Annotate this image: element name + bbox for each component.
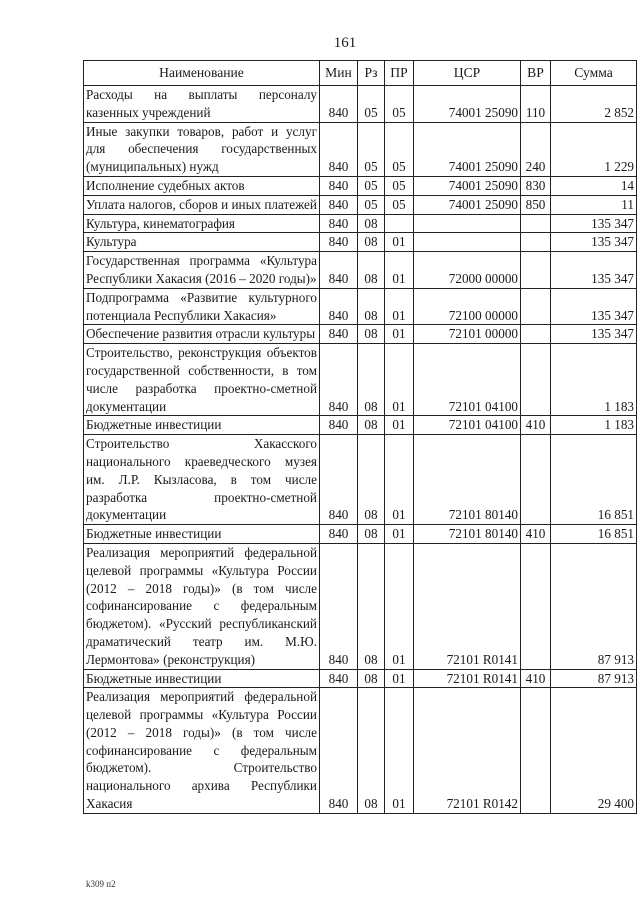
- cell-sum: 2 852: [551, 86, 637, 123]
- cell-csr: 72101 04100: [414, 416, 521, 435]
- table-row: [84, 435, 637, 525]
- cell-vr: [521, 288, 551, 325]
- cell-pr: 01: [385, 669, 414, 688]
- cell-csr: 72101 R0141: [414, 543, 521, 669]
- cell-vr: [521, 325, 551, 344]
- cell-min: 840: [320, 86, 358, 123]
- cell-sum: 1 183: [551, 416, 637, 435]
- cell-min: 840: [320, 195, 358, 214]
- header-vr: ВР: [521, 61, 551, 86]
- cell-pr: 05: [385, 86, 414, 123]
- cell-name: Бюджетные инвестиции: [84, 525, 320, 544]
- cell-rz: 08: [358, 325, 385, 344]
- cell-pr: 05: [385, 122, 414, 176]
- table-row: [84, 288, 637, 325]
- cell-name: Исполнение судебных актов: [84, 176, 320, 195]
- cell-rz: 08: [358, 435, 385, 525]
- table-row: [84, 214, 637, 233]
- cell-vr: 410: [521, 416, 551, 435]
- table-row: [84, 252, 637, 289]
- cell-rz: 05: [358, 86, 385, 123]
- cell-sum: 14: [551, 176, 637, 195]
- cell-min: 840: [320, 325, 358, 344]
- table-row: [84, 416, 637, 435]
- cell-name: Реализация мероприятий федеральной целевой программы «Культура России (2012 – 2018 годы)» (в том числе софинансирование с федеральным бюджетом). Строительство национального архива Республики Хакасия: [84, 688, 320, 814]
- cell-rz: 08: [358, 233, 385, 252]
- cell-rz: 08: [358, 214, 385, 233]
- table-row: [84, 195, 637, 214]
- cell-name: Подпрограмма «Развитие культурного потенциала Республики Хакасия»: [84, 288, 320, 325]
- cell-csr: 72101 R0142: [414, 688, 521, 814]
- cell-sum: 11: [551, 195, 637, 214]
- table-row: [84, 325, 637, 344]
- cell-min: 840: [320, 122, 358, 176]
- header-sum: Сумма: [551, 61, 637, 86]
- cell-min: 840: [320, 416, 358, 435]
- footer-code: k309 п2: [86, 879, 116, 889]
- cell-name: Культура: [84, 233, 320, 252]
- cell-csr: 74001 25090: [414, 195, 521, 214]
- cell-name: Обеспечение развития отрасли культуры: [84, 325, 320, 344]
- cell-min: 840: [320, 233, 358, 252]
- cell-sum: 16 851: [551, 435, 637, 525]
- cell-pr: 01: [385, 252, 414, 289]
- cell-vr: 240: [521, 122, 551, 176]
- cell-min: 840: [320, 344, 358, 416]
- table-row: [84, 669, 637, 688]
- header-name: Наименование: [84, 61, 320, 86]
- cell-csr: 74001 25090: [414, 176, 521, 195]
- cell-name: Культура, кинематография: [84, 214, 320, 233]
- cell-pr: 01: [385, 233, 414, 252]
- table-row: [84, 525, 637, 544]
- cell-sum: 87 913: [551, 543, 637, 669]
- cell-rz: 08: [358, 416, 385, 435]
- cell-csr: [414, 233, 521, 252]
- cell-sum: 29 400: [551, 688, 637, 814]
- cell-pr: 01: [385, 416, 414, 435]
- cell-name: Бюджетные инвестиции: [84, 669, 320, 688]
- header-rz: Рз: [358, 61, 385, 86]
- cell-pr: 01: [385, 543, 414, 669]
- cell-min: 840: [320, 176, 358, 195]
- cell-sum: 1 183: [551, 344, 637, 416]
- cell-name: Бюджетные инвестиции: [84, 416, 320, 435]
- cell-rz: 08: [358, 688, 385, 814]
- cell-sum: 135 347: [551, 288, 637, 325]
- cell-min: 840: [320, 688, 358, 814]
- cell-pr: [385, 214, 414, 233]
- cell-csr: 72101 80140: [414, 525, 521, 544]
- cell-csr: 74001 25090: [414, 86, 521, 123]
- cell-csr: 74001 25090: [414, 122, 521, 176]
- cell-vr: 410: [521, 525, 551, 544]
- cell-vr: [521, 233, 551, 252]
- table-row: [84, 122, 637, 176]
- cell-csr: 72101 80140: [414, 435, 521, 525]
- cell-sum: 87 913: [551, 669, 637, 688]
- cell-sum: 135 347: [551, 233, 637, 252]
- cell-rz: 08: [358, 288, 385, 325]
- cell-name: Реализация мероприятий федеральной целевой программы «Культура России (2012 – 2018 годы)» (в том числе софинансирование с федеральным бюджетом). «Русский республиканский драматический театр им. М.Ю. Лермонтова» (реконструкция): [84, 543, 320, 669]
- cell-csr: 72101 04100: [414, 344, 521, 416]
- cell-vr: [521, 252, 551, 289]
- cell-sum: 16 851: [551, 525, 637, 544]
- cell-rz: 08: [358, 669, 385, 688]
- cell-pr: 01: [385, 525, 414, 544]
- cell-vr: [521, 435, 551, 525]
- cell-pr: 01: [385, 288, 414, 325]
- cell-sum: 1 229: [551, 122, 637, 176]
- cell-csr: 72000 00000: [414, 252, 521, 289]
- cell-min: 840: [320, 252, 358, 289]
- cell-min: 840: [320, 435, 358, 525]
- cell-vr: 850: [521, 195, 551, 214]
- cell-sum: 135 347: [551, 214, 637, 233]
- cell-pr: 05: [385, 176, 414, 195]
- cell-sum: 135 347: [551, 252, 637, 289]
- cell-min: 840: [320, 543, 358, 669]
- cell-name: Расходы на выплаты персоналу казенных учреждений: [84, 86, 320, 123]
- cell-rz: 05: [358, 176, 385, 195]
- cell-vr: 410: [521, 669, 551, 688]
- cell-rz: 08: [358, 543, 385, 669]
- cell-vr: [521, 344, 551, 416]
- cell-csr: 72101 R0141: [414, 669, 521, 688]
- cell-min: 840: [320, 288, 358, 325]
- cell-rz: 08: [358, 344, 385, 416]
- table-row: [84, 543, 637, 669]
- cell-rz: 08: [358, 252, 385, 289]
- table-header-row: [84, 61, 637, 86]
- cell-min: 840: [320, 525, 358, 544]
- cell-vr: 110: [521, 86, 551, 123]
- cell-rz: 05: [358, 195, 385, 214]
- cell-min: 840: [320, 214, 358, 233]
- cell-pr: 01: [385, 344, 414, 416]
- cell-vr: [521, 214, 551, 233]
- cell-vr: [521, 688, 551, 814]
- header-min: Мин: [320, 61, 358, 86]
- cell-vr: 830: [521, 176, 551, 195]
- table-row: [84, 233, 637, 252]
- cell-sum: 135 347: [551, 325, 637, 344]
- budget-table: [83, 60, 637, 814]
- cell-name: Строительство Хакасского национального краеведческого музея им. Л.Р. Кызласова, в том числе разработка проектно-сметной документации: [84, 435, 320, 525]
- cell-vr: [521, 543, 551, 669]
- table-row: [84, 688, 637, 814]
- cell-csr: [414, 214, 521, 233]
- table-row: [84, 176, 637, 195]
- cell-name: Иные закупки товаров, работ и услуг для обеспечения государственных (муниципальных) нужд: [84, 122, 320, 176]
- table-row: [84, 86, 637, 123]
- cell-csr: 72100 00000: [414, 288, 521, 325]
- header-csr: ЦСР: [414, 61, 521, 86]
- cell-name: Государственная программа «Культура Республики Хакасия (2016 – 2020 годы)»: [84, 252, 320, 289]
- cell-name: Уплата налогов, сборов и иных платежей: [84, 195, 320, 214]
- cell-pr: 01: [385, 688, 414, 814]
- cell-rz: 05: [358, 122, 385, 176]
- cell-csr: 72101 00000: [414, 325, 521, 344]
- cell-pr: 01: [385, 325, 414, 344]
- cell-name: Строительство, реконструкция объектов государственной собственности, в том числе разработка проектно-сметной документации: [84, 344, 320, 416]
- header-pr: ПР: [385, 61, 414, 86]
- cell-min: 840: [320, 669, 358, 688]
- page-number: 161: [333, 35, 357, 51]
- cell-pr: 01: [385, 435, 414, 525]
- cell-rz: 08: [358, 525, 385, 544]
- cell-pr: 05: [385, 195, 414, 214]
- table-row: [84, 344, 637, 416]
